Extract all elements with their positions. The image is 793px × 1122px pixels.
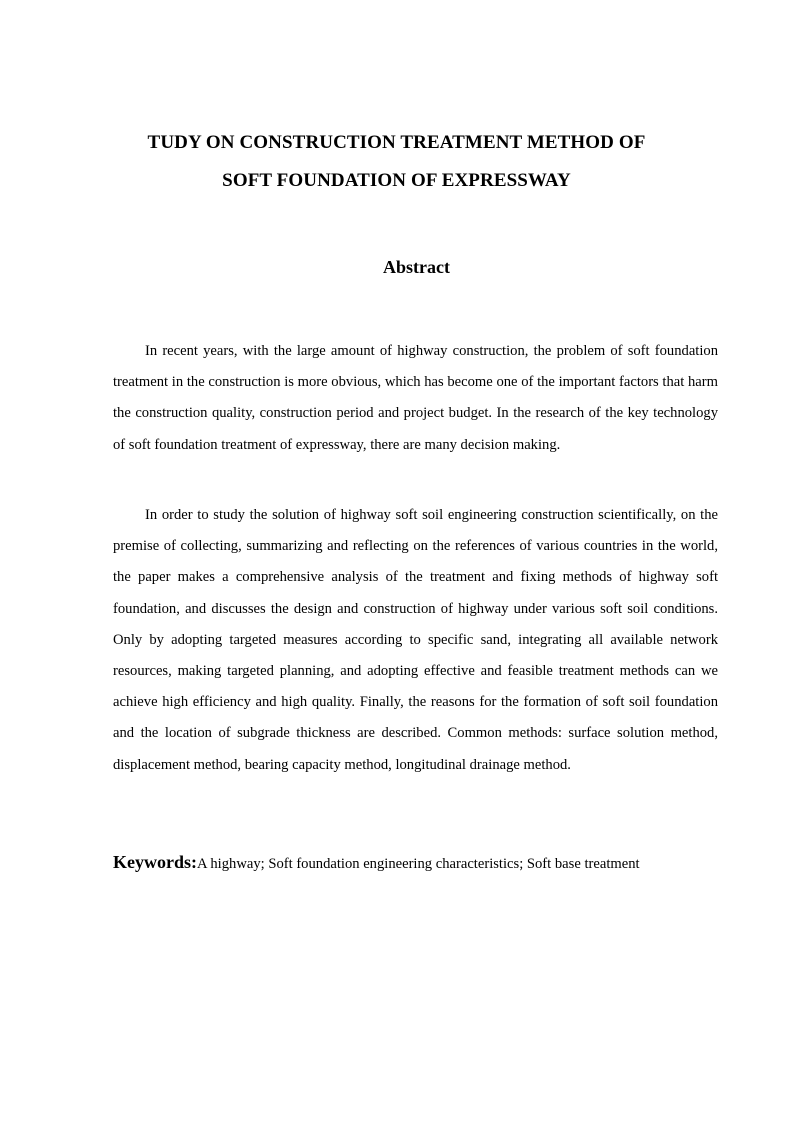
keywords-line	[113, 852, 733, 873]
abstract-paragraph-2-block	[113, 500, 718, 781]
title-line-1: TUDY ON CONSTRUCTION TREATMENT METHOD OF	[147, 132, 646, 153]
title-line-2: SOFT FOUNDATION OF EXPRESSWAY	[222, 170, 571, 191]
abstract-heading: Abstract	[383, 257, 450, 277]
abstract-paragraph-1: In recent years, with the large amount of highway construction, the problem of soft foundation treatment in the construction is more obvious, which has become one of the important factors that harm the construction quality, construction period and project budget. In the research of the key technology of soft foundation treatment of expressway, there are many decision making.	[113, 343, 718, 453]
keywords-text: A highway; Soft foundation engineering characteristics; Soft base treatment	[197, 856, 640, 872]
abstract-paragraph-2: In order to study the solution of highway soft soil engineering construction scientifically, on the premise of collecting, summarizing and reflecting on the references of various countries in the world, the paper makes a comprehensive analysis of the treatment and fixing methods of highway soft foundation, and discusses the design and construction of highway under various soft soil conditions. Only by adopting targeted measures according to specific sand, integrating all available network resources, making targeted planning, and adopting effective and feasible treatment methods can we achieve high efficiency and high quality. Finally, the reasons for the formation of soft soil foundation and the location of subgrade thickness are described. Common methods: surface solution method, displacement method, bearing capacity method, longitudinal drainage method.	[113, 507, 718, 773]
abstract-paragraph-1-block	[113, 336, 718, 461]
keywords-label: Keywords:	[113, 852, 197, 872]
